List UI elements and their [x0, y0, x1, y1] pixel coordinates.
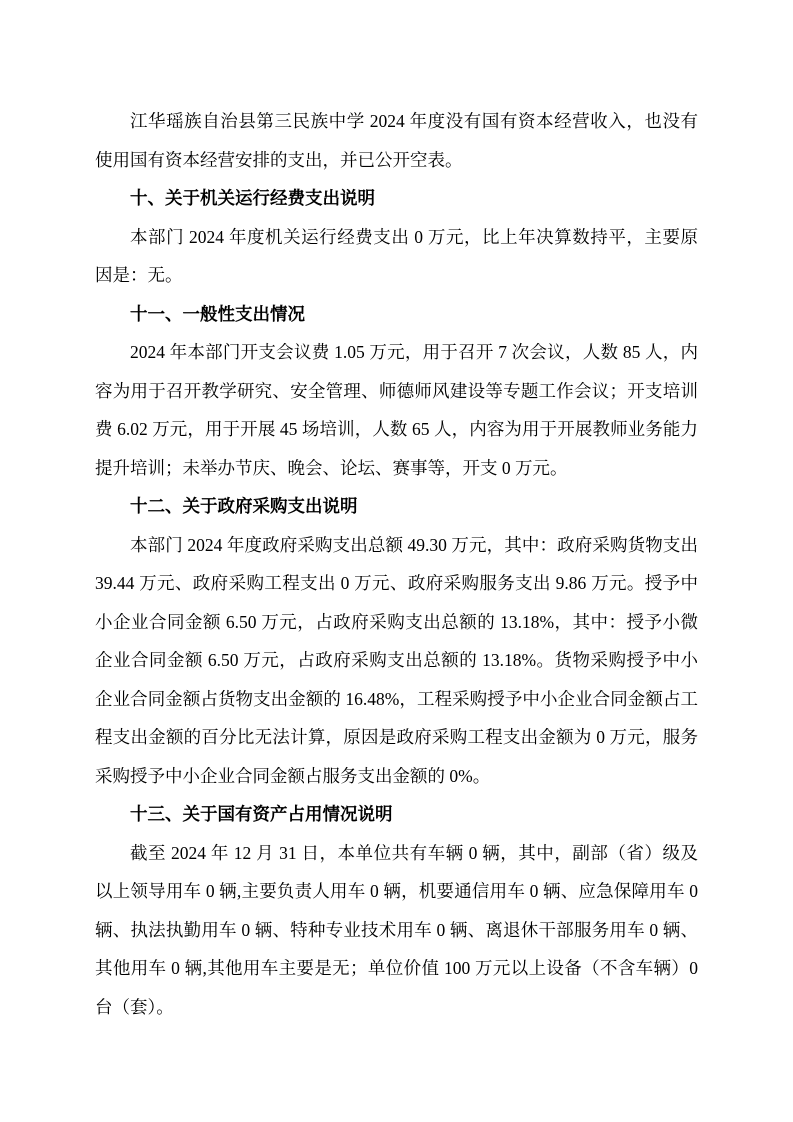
paragraph-state-capital-operations: 江华瑶族自治县第三民族中学 2024 年度没有国有资本经营收入，也没有使用国有资本经营安排的支出，并已公开空表。	[95, 111, 698, 170]
section-heading-state-asset-occupancy: 十三、关于国有资产占用情况说明	[130, 804, 393, 824]
paragraph-state-asset-occupancy: 截至 2024 年 12 月 31 日，本单位共有车辆 0 辆，其中，副部（省）级及以上领导用车 0 辆,主要负责人用车 0 辆，机要通信用车 0 辆、应急保障用车 0 辆、执法执勤用车 0 辆、特种专业技术用车 0 辆、离退休干部服务用车 0 辆、其他用车 0 辆,其他用车主要是无；单位价值 100 万元以上设备（不含车辆）0 台（套）。	[95, 842, 698, 1017]
paragraph-government-procurement: 本部门 2024 年度政府采购支出总额 49.30 万元，其中：政府采购货物支出 39.44 万元、政府采购工程支出 0 万元、政府采购服务支出 9.86 万元。授予中小企业合同金额 6.50 万元，占政府采购支出总额的 13.18%，其中：授予小微企业合同金额 6.50 万元，占政府采购支出总额的 13.18%。货物采购授予中小企业合同金额占货物支出金额的 16.48%，工程采购授予中小企业合同金额占工程支出金额的百分比无法计算，原因是政府采购工程支出金额为 0 万元，服务采购授予中小企业合同金额占服务支出金额的 0%。	[95, 534, 698, 786]
document-body	[95, 102, 698, 1026]
paragraph-agency-operating-expense: 本部门 2024 年度机关运行经费支出 0 万元，比上年决算数持平，主要原因是：无。	[95, 226, 698, 285]
section-heading-general-expenditure: 十一、一般性支出情况	[130, 303, 305, 324]
section-heading-agency-operating-expense: 十、关于机关运行经费支出说明	[130, 188, 375, 208]
paragraph-general-expenditure: 2024 年本部门开支会议费 1.05 万元，用于召开 7 次会议，人数 85 人，内容为用于召开教学研究、安全管理、师德师风建设等专题工作会议；开支培训费 6.02 万元，用于开展 45 场培训，人数 65 人，内容为用于开展教师业务能力提升培训；未举办节庆、晚会、论坛、赛事等，开支 0 万元。	[95, 342, 698, 478]
section-heading-government-procurement: 十二、关于政府采购支出说明	[130, 496, 358, 516]
